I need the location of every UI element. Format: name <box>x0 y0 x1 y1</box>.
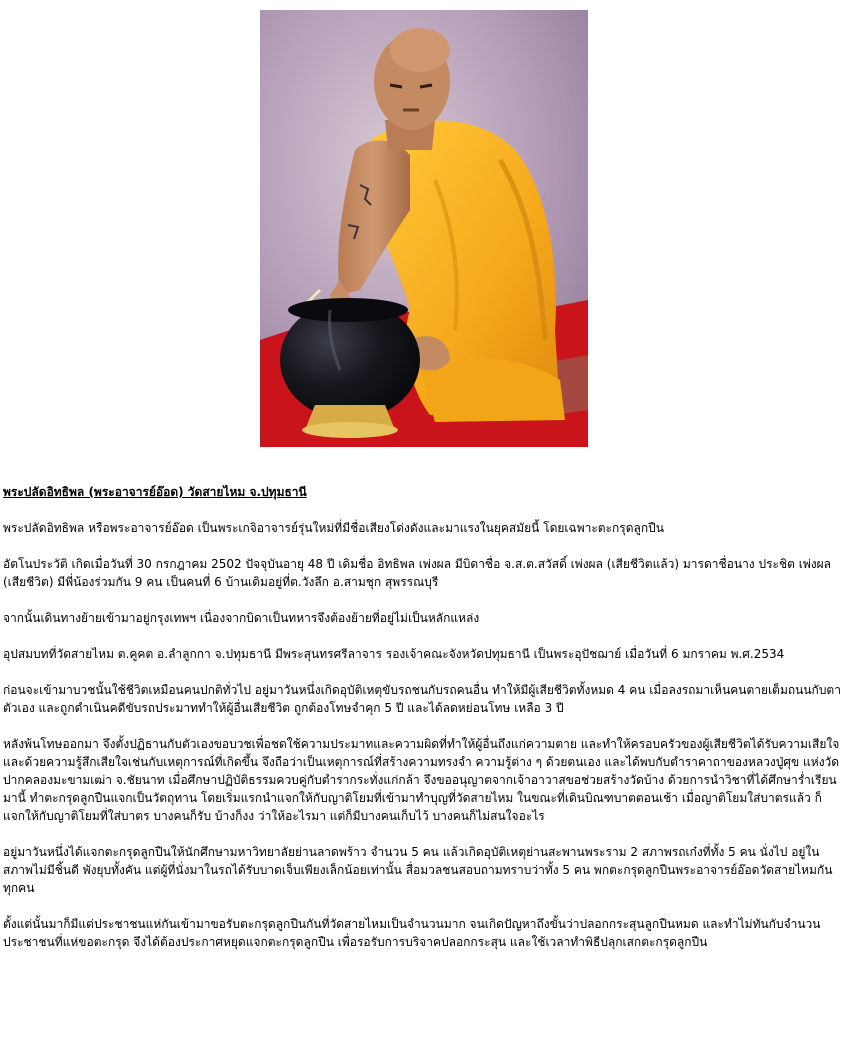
article-paragraph: อัตโนประวัติ เกิดเมื่อวันที่ 30 กรกฎาคม 2502 ปัจจุบันอายุ 48 ปี เดิมชื่อ อิทธิพล เพ่งผล มีบิดาชื่อ จ.ส.ต.สวัสดิ์ เพ่งผล (เสียชีวิตแล้ว) มารดาชื่อนาง ประชิต เพ่งผล (เสียชีวิต) มีพี่น้องร่วมกัน 9 คน เป็นคนที่ 6 บ้านเดิมอยู่ที่ต.วังลึก อ.สามชุก สุพรรณบุรี <box>3 557 831 589</box>
article <box>3 483 843 969</box>
article-paragraph: อยู่มาวันหนึ่งได้แจกตะกรุดลูกปืนให้นักศึกษามหาวิทยาลัยย่านลาดพร้าว จำนวน 5 คน แล้วเกิดอุบัติเหตุย่านสะพานพระราม 2 สภาพรถเก๋งที่ทั้ง 5 คน นั่งไป อยู่ในสภาพไม่มีชิ้นดี พังยุบทั้งคัน แต่ผู้ที่นั่งมาในรถได้รับบาดเจ็บเพียงเล็กน้อยเท่านั้น สื่อมวลชนสอบถามทราบว่าทั้ง 5 คน พกตะกรุดลูกปืนพระอาจารย์อ๊อดวัดสายไหมกันทุกคน <box>3 845 833 895</box>
article-paragraph: พระปลัดอิทธิพล หรือพระอาจารย์อ๊อด เป็นพระเกจิอาจารย์รุ่นใหม่ที่มีชื่อเสียงโด่งดังและมาแรงในยุคสมัยนี้ โดยเฉพาะตะกรุดลูกปืน <box>3 521 664 535</box>
article-paragraph: จากนั้นเดินทางย้ายเข้ามาอยู่กรุงเทพฯ เนื่องจากบิดาเป็นทหารจึงต้องย้ายที่อยู่ไม่เป็นหลักแหล่ง <box>3 611 480 625</box>
article-paragraph: ก่อนจะเข้ามาบวชนั้นใช้ชีวิตเหมือนคนปกติทั่วไป อยู่มาวันหนึ่งเกิดอุบัติเหตุขับรถชนกับรถคนอื่น ทำให้มีผู้เสียชีวิตทั้งหมด 4 คน เมื่อลงรถมาเห็นคนตายเต็มถนนกับตาตัวเอง และถูกดำเนินคดีขับรถประมาททำให้ผู้อื่นเสียชีวิต ถูกต้องโทษจำคุก 5 ปี และได้ลดหย่อนโทษ เหลือ 3 ปี <box>3 683 841 715</box>
monk-photo <box>260 10 588 447</box>
article-paragraph: หลังพ้นโทษออกมา จึงตั้งปฏิธานกับตัวเองขอบวชเพื่อชดใช้ความประมาทและความผิดที่ทำให้ผู้อื่นถึงแก่ความตาย และทำให้ครอบครัวของผู้เสียชีวิตได้รับความเสียใจ และด้วยความรู้สึกเสียใจเช่นกับเหตุการณ์ที่เกิดขึ้น จึงถือว่าเป็นเหตุการณ์ที่สร้างความทรงจำ ความรู้ต่าง ๆ ด้วยตนเอง และได้พบกับตำราคาถาของหลวงปู่ศุข แห่งวัดปากคลองมะขามเฒ่า จ.ชัยนาท เมื่อศึกษาปฏิบัติธรรมควบคู่กับตำรากระทั่งแก่กล้า จึงขออนุญาตจากเจ้าอาวาสขอช่วยสร้างวัดบ้าง ด้วยการนำวิชาที่ได้ศึกษาร่ำเรียนมานี้ ทำตะกรุดลูกปืนแจกเป็นวัตถุทาน โดยเริ่มแรกนำแจกให้กับญาติโยมที่เข้ามาทำบุญที่วัดสายไหม ในขณะที่เดินบิณฑบาตตอนเช้า เมื่อญาติโยมใส่บาตรแล้ว ก็แจกให้กับญาติโยมที่ใส่บาตร บางคนก็รับ บ้างก็งง ว่าให้อะไรมา แต่ก็มีบางคนเก็บไว้ บางคนก็ไม่สนใจอะไร <box>3 737 840 823</box>
article-title: พระปลัดอิทธิพล (พระอาจารย์อ๊อด) วัดสายไหม จ.ปทุมธานี <box>3 485 307 499</box>
article-paragraph: อุปสมบทที่วัดสายไหม ต.คูคต อ.ลำลูกกา จ.ปทุมธานี มีพระสุนทรศรีลาจาร รองเจ้าคณะจังหวัดปทุมธานี เป็นพระอุปัชฌาย์ เมื่อวันที่ 6 มกราคม พ.ศ.2534 <box>3 647 785 661</box>
article-paragraph: ตั้งแต่นั้นมาก็มีแต่ประชาชนแห่กันเข้ามาขอรับตะกรุดลูกปืนกันที่วัดสายไหมเป็นจำนวนมาก จนเกิดปัญหาถึงขั้นว่าปลอกกระสุนลูกปืนหมด และทำไม่ทันกับจำนวนประชาชนที่แห่ขอตะกรุด จึงได้ต้องประกาศหยุดแจกตะกรุดลูกปืน เพื่อรอรับการบริจาคปลอกกระสุน และใช้เวลาทำพิธีปลุกเสกตะกรุดลูกปืน <box>3 917 821 949</box>
